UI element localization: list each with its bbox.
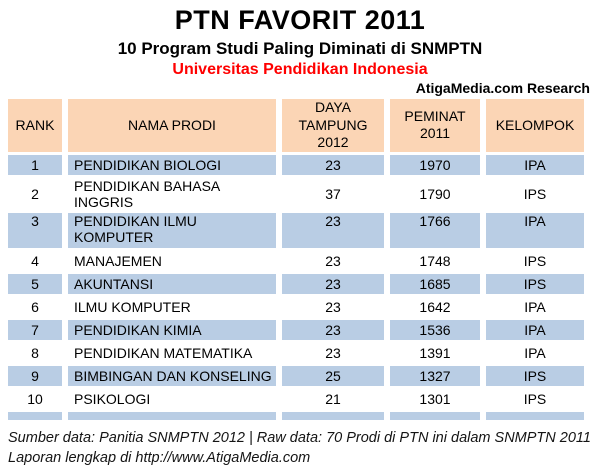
cell-prodi: ILMU KOMPUTER — [68, 297, 276, 317]
cell-rank: 3 — [8, 213, 62, 248]
table-row — [8, 366, 584, 386]
cell-kelompok: IPS — [486, 366, 584, 386]
report-link-text: Laporan lengkap di http://www.AtigaMedia.com — [8, 448, 600, 468]
cell-empty — [390, 412, 480, 420]
cell-peminat: 1391 — [390, 343, 480, 363]
cell-daya-tampung: 25 — [282, 366, 384, 386]
source-note: Sumber data: Panitia SNMPTN 2012 | Raw data: 70 Prodi di PTN ini dalam SNMPTN 2011 — [8, 428, 600, 448]
cell-peminat: 1536 — [390, 320, 480, 340]
footer — [8, 428, 600, 468]
cell-daya-tampung: 37 — [282, 178, 384, 210]
cell-rank: 9 — [8, 366, 62, 386]
page-subtitle: 10 Program Studi Paling Diminati di SNMPTN — [0, 39, 600, 59]
cell-prodi: PENDIDIKAN BIOLOGI — [68, 155, 276, 175]
cell-prodi: PENDIDIKAN MATEMATIKA — [68, 343, 276, 363]
column-header-kelompok: KELOMPOK — [486, 99, 584, 152]
table-row — [8, 155, 584, 175]
cell-kelompok: IPS — [486, 389, 584, 409]
cell-kelompok: IPA — [486, 343, 584, 363]
cell-empty — [486, 412, 584, 420]
cell-peminat: 1301 — [390, 389, 480, 409]
cell-prodi: PSIKOLOGI — [68, 389, 276, 409]
cell-empty — [282, 412, 384, 420]
research-credit: AtigaMedia.com Research — [0, 80, 590, 96]
cell-peminat: 1327 — [390, 366, 480, 386]
cell-rank: 10 — [8, 389, 62, 409]
cell-rank: 1 — [8, 155, 62, 175]
slide — [0, 5, 600, 445]
cell-peminat: 1970 — [390, 155, 480, 175]
cell-prodi: BIMBINGAN DAN KONSELING — [68, 366, 276, 386]
cell-peminat: 1685 — [390, 274, 480, 294]
column-header-rank: RANK — [8, 99, 62, 152]
cell-daya-tampung: 23 — [282, 155, 384, 175]
table-row — [8, 297, 584, 317]
table-row — [8, 213, 584, 248]
cell-kelompok: IPA — [486, 320, 584, 340]
table-row — [8, 178, 584, 210]
table-row — [8, 320, 584, 340]
cell-peminat: 1790 — [390, 178, 480, 210]
favorit-table — [2, 96, 590, 423]
cell-prodi: PENDIDIKAN ILMU KOMPUTER — [68, 213, 276, 248]
cell-daya-tampung: 23 — [282, 320, 384, 340]
table-row — [8, 251, 584, 271]
table-header-row — [8, 99, 584, 152]
cell-daya-tampung: 21 — [282, 389, 384, 409]
cell-rank: 2 — [8, 178, 62, 210]
cell-kelompok: IPS — [486, 178, 584, 210]
table-row — [8, 274, 584, 294]
cell-kelompok: IPA — [486, 213, 584, 248]
cell-prodi: PENDIDIKAN KIMIA — [68, 320, 276, 340]
cell-peminat: 1748 — [390, 251, 480, 271]
cell-rank: 6 — [8, 297, 62, 317]
table-row — [8, 389, 584, 409]
cell-daya-tampung: 23 — [282, 343, 384, 363]
column-header-nama-prodi: NAMA PRODI — [68, 99, 276, 152]
cell-kelompok: IPS — [486, 274, 584, 294]
cell-empty — [8, 412, 62, 420]
cell-daya-tampung: 23 — [282, 274, 384, 294]
cell-kelompok: IPA — [486, 155, 584, 175]
cell-daya-tampung: 23 — [282, 251, 384, 271]
column-header-daya-tampung: DAYA TAMPUNG 2012 — [282, 99, 384, 152]
cell-prodi: AKUNTANSI — [68, 274, 276, 294]
cell-kelompok: IPA — [486, 297, 584, 317]
table-row-partial — [8, 412, 584, 420]
cell-peminat: 1642 — [390, 297, 480, 317]
cell-rank: 5 — [8, 274, 62, 294]
cell-rank: 7 — [8, 320, 62, 340]
cell-prodi: MANAJEMEN — [68, 251, 276, 271]
table-row — [8, 343, 584, 363]
cell-peminat: 1766 — [390, 213, 480, 248]
cell-daya-tampung: 23 — [282, 297, 384, 317]
cell-kelompok: IPS — [486, 251, 584, 271]
page-title: PTN FAVORIT 2011 — [0, 5, 600, 36]
cell-rank: 8 — [8, 343, 62, 363]
university-name: Universitas Pendidikan Indonesia — [0, 61, 600, 79]
cell-daya-tampung: 23 — [282, 213, 384, 248]
column-header-peminat: PEMINAT 2011 — [390, 99, 480, 152]
cell-rank: 4 — [8, 251, 62, 271]
cell-empty — [68, 412, 276, 420]
cell-prodi: PENDIDIKAN BAHASA INGGRIS — [68, 178, 276, 210]
